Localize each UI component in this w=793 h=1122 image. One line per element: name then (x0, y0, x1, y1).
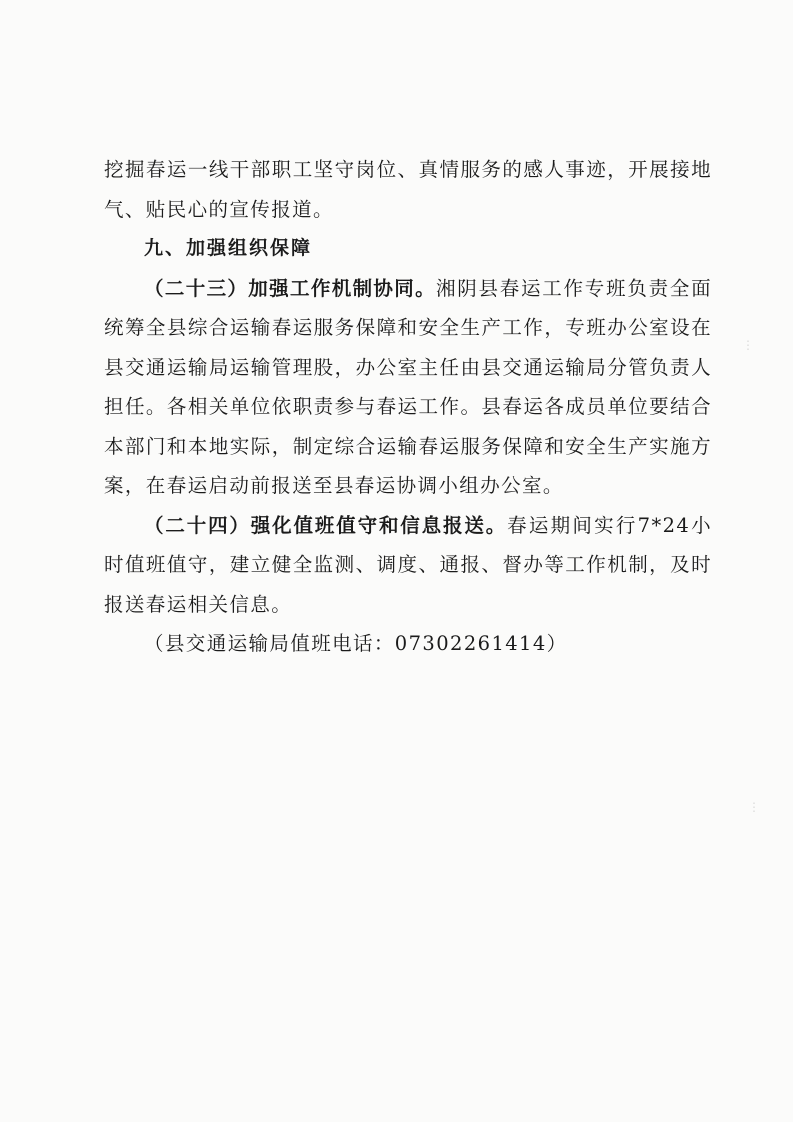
paragraph-item-23 (104, 269, 712, 506)
scan-mark: ⋮ (748, 800, 760, 814)
scan-mark: ⋮ (742, 338, 754, 352)
paragraph-item-24 (104, 506, 712, 625)
item-24-body: 春运期间实行7*24小时值班值守，建立健全监测、调度、通报、督办等工作机制，及时报送春运相关信息。 (104, 513, 712, 616)
duty-phone-line: （县交通运输局值班电话：07302261414） (144, 632, 568, 655)
paragraph-continuation: 挖掘春运一线干部职工坚守岗位、真情服务的感人事迹，开展接地气、贴民心的宣传报道。 (104, 158, 712, 221)
item-24-lead: （二十四）强化值班值守和信息报送。 (144, 513, 508, 537)
section-heading: 九、加强组织保障 (144, 237, 313, 259)
item-23-body: 湘阴县春运工作专班负责全面统筹全县综合运输春运服务保障和安全生产工作，专班办公室设在县交通运输局运输管理股，办公室主任由县交通运输局分管负责人担任。各相关单位依职责参与春运工作。县春运各成员单位要结合本部门和本地实际，制定综合运输春运服务保障和安全生产实施方案，在春运启动前报送至县春运协调小组办公室。 (104, 276, 712, 497)
item-23-lead: （二十三）加强工作机制协同。 (144, 276, 436, 300)
document-body (104, 150, 712, 664)
